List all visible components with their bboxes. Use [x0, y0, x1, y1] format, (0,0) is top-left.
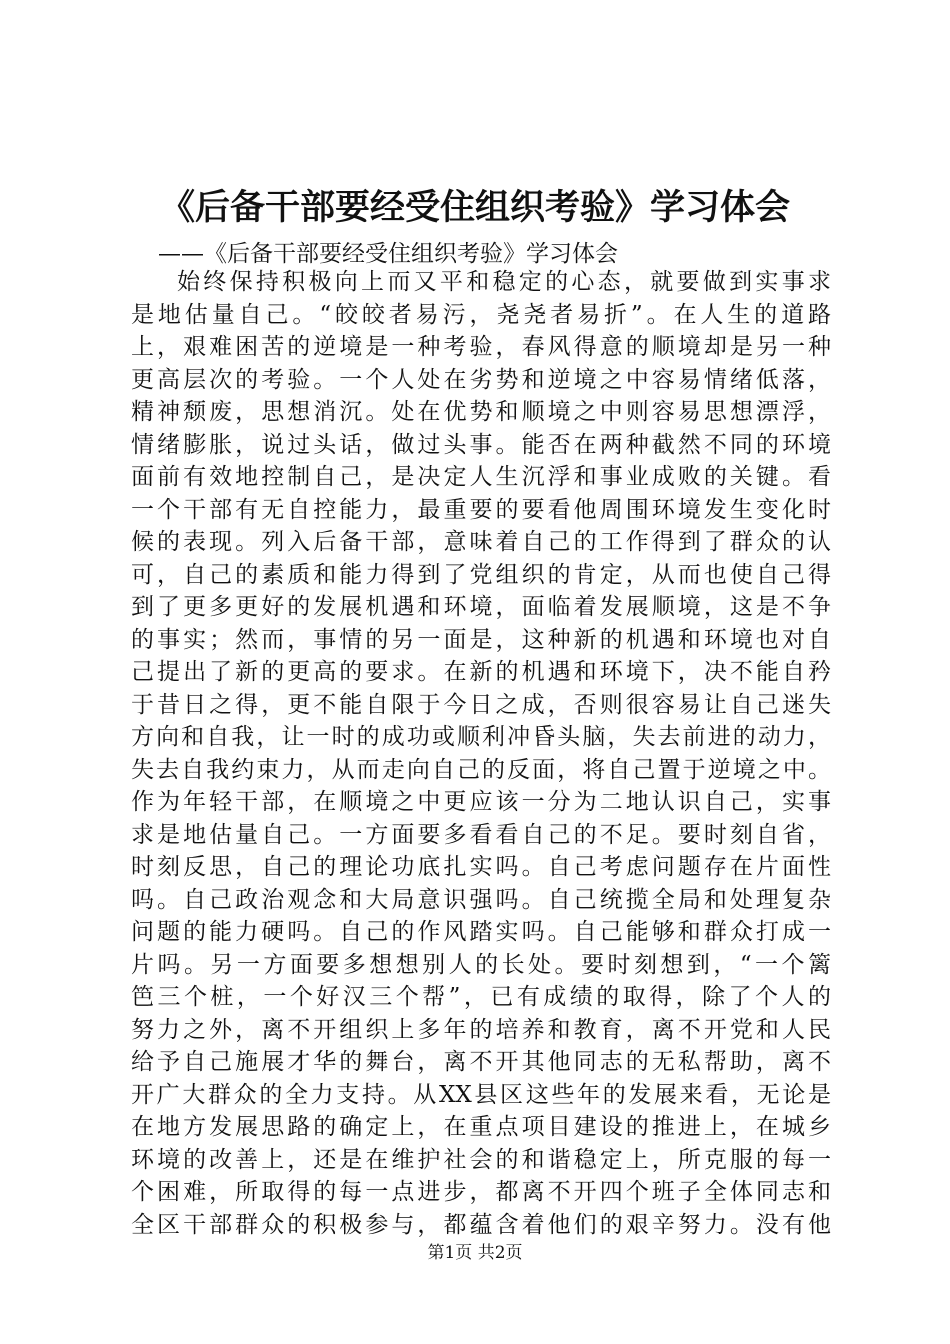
page-footer: 第1页 共2页: [427, 1243, 523, 1263]
body-line: 上，艰难困苦的逆境是一种考验，春风得意的顺境却是另一种: [131, 334, 831, 360]
body-line: 更高层次的考验。一个人处在劣势和逆境之中容易情绪低落，: [131, 366, 831, 393]
body-line: 是地估量自己。“皎皎者易污，尧尧者易折”。在人生的道路: [131, 301, 831, 328]
body-line: 面前有效地控制自己，是决定人生沉浮和事业成败的关键。看: [131, 464, 831, 490]
body-line: 个困难，所取得的每一点进步，都离不开四个班子全体同志和: [131, 1179, 831, 1205]
body-line: 片吗。另一方面要多想想别人的长处。要时刻想到，“一个篱: [131, 951, 831, 978]
body-line: 作为年轻干部，在顺境之中更应该一分为二地认识自己，实事: [131, 789, 831, 815]
document-subtitle: ——《后备干部要经受住组织考验》学习体会: [158, 241, 618, 267]
body-line: 精神颓废，思想消沉。处在优势和顺境之中则容易思想漂浮，: [131, 399, 831, 425]
body-line: 开广大群众的全力支持。从XX县区这些年的发展来看，无论是: [131, 1081, 831, 1108]
body-line: 方向和自我，让一时的成功或顺利冲昏头脑，失去前进的动力，: [131, 724, 831, 750]
body-line: 到了更多更好的发展机遇和环境，面临着发展顺境，这是不争: [131, 594, 831, 620]
body-line: 候的表现。列入后备干部，意味着自己的工作得到了群众的认: [131, 529, 831, 555]
body-line: 全区干部群众的积极参与，都蕴含着他们的艰辛努力。没有他: [131, 1211, 831, 1238]
document-title: 《后备干部要经受住组织考验》学习体会: [159, 187, 790, 228]
body-line: 失去自我约束力，从而走向自己的反面，将自己置于逆境之中。: [131, 756, 831, 783]
document-body: [131, 266, 831, 1241]
body-line: 可，自己的素质和能力得到了党组织的肯定，从而也使自己得: [131, 561, 831, 588]
body-line: 求是地估量自己。一方面要多看看自己的不足。要时刻自省，: [131, 821, 831, 848]
body-line: 问题的能力硬吗。自己的作风踏实吗。自己能够和群众打成一: [131, 919, 831, 945]
body-line: 时刻反思，自己的理论功底扎实吗。自己考虑问题存在片面性: [131, 854, 831, 880]
body-line: 情绪膨胀，说过头话，做过头事。能否在两种截然不同的环境: [131, 431, 831, 458]
body-line: 于昔日之得，更不能自限于今日之成，否则很容易让自己迷失: [131, 691, 831, 718]
body-line: 努力之外，离不开组织上多年的培养和教育，离不开党和人民: [131, 1016, 831, 1043]
body-line: 给予自己施展才华的舞台，离不开其他同志的无私帮助，离不: [131, 1049, 831, 1075]
body-line: 吗。自己政治观念和大局意识强吗。自己统揽全局和处理复杂: [131, 886, 831, 913]
body-line: 始终保持积极向上而又平和稳定的心态，就要做到实事求: [177, 269, 831, 295]
body-line: 的事实；然而，事情的另一面是，这种新的机遇和环境也对自: [131, 626, 831, 653]
body-line: 笆三个桩，一个好汉三个帮”，已有成绩的取得，除了个人的: [131, 984, 831, 1010]
body-line: 己提出了新的更高的要求。在新的机遇和环境下，决不能自矜: [131, 659, 831, 685]
body-line: 一个干部有无自控能力，最重要的要看他周围环境发生变化时: [131, 496, 831, 523]
body-line: 在地方发展思路的确定上，在重点项目建设的推进上，在城乡: [131, 1114, 831, 1140]
body-line: 环境的改善上，还是在维护社会的和谐稳定上，所克服的每一: [131, 1146, 831, 1173]
